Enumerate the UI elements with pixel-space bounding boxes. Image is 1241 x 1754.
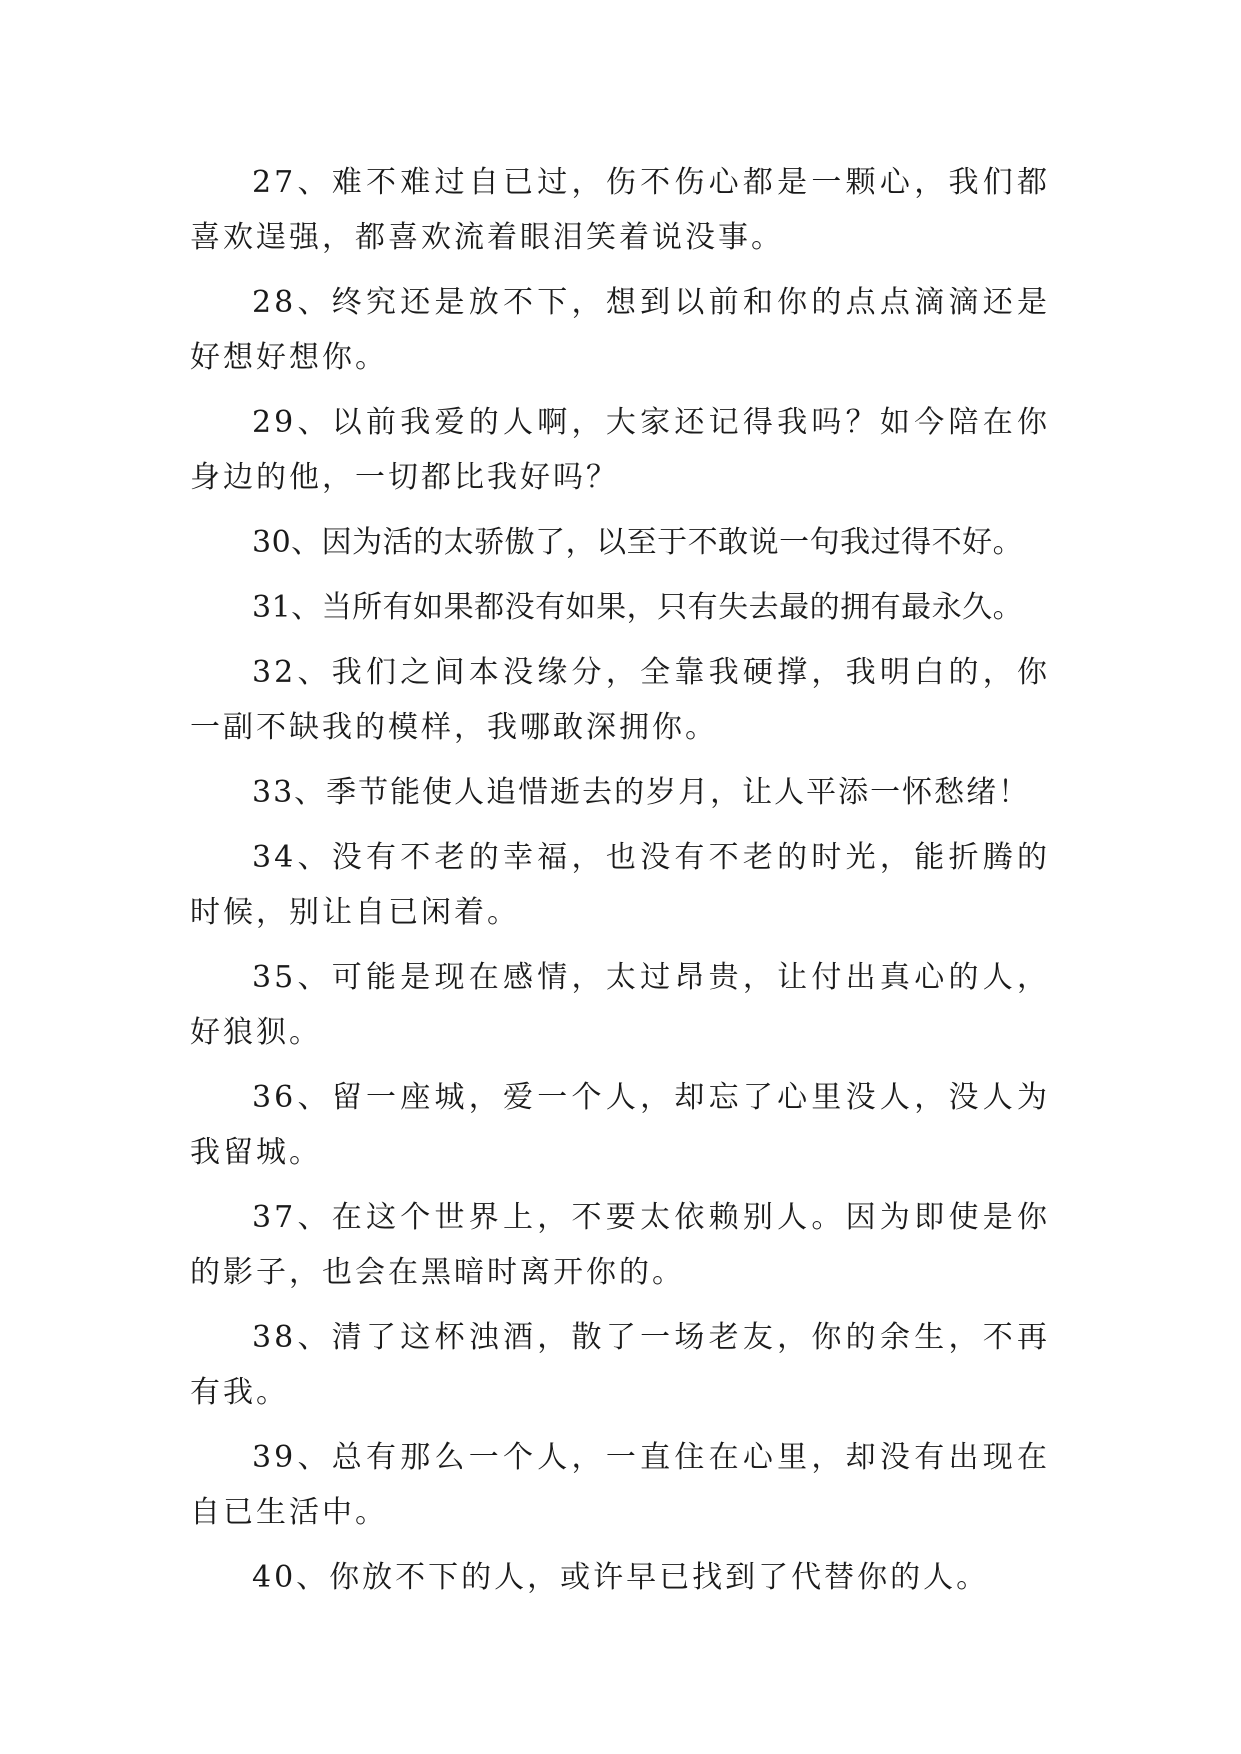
paragraph-32: 32、我们之间本没缘分，全靠我硬撑，我明白的，你一副不缺我的模样，我哪敢深拥你。 bbox=[190, 655, 1050, 745]
paragraph-35: 35、可能是现在感情，太过昂贵，让付出真心的人，好狼狈。 bbox=[190, 960, 1050, 1050]
paragraph-33: 33、季节能使人追惜逝去的岁月，让人平添一怀愁绪！ bbox=[252, 775, 1031, 810]
paragraph-39: 39、总有那么一个人，一直住在心里，却没有出现在自已生活中。 bbox=[190, 1440, 1050, 1530]
document-body bbox=[190, 155, 1050, 1615]
paragraph-38: 38、清了这杯浊酒，散了一场老友，你的余生，不再有我。 bbox=[190, 1320, 1050, 1410]
paragraph-40: 40、你放不下的人，或许早已找到了代替你的人。 bbox=[252, 1560, 990, 1595]
paragraph-30: 30、因为活的太骄傲了，以至于不敢说一句我过得不好。 bbox=[252, 525, 1024, 560]
paragraph-36: 36、留一座城，爱一个人，却忘了心里没人，没人为我留城。 bbox=[190, 1080, 1050, 1170]
paragraph-34: 34、没有不老的幸福，也没有不老的时光，能折腾的时候，别让自已闲着。 bbox=[190, 840, 1050, 930]
paragraph-28: 28、终究还是放不下，想到以前和你的点点滴滴还是好想好想你。 bbox=[190, 285, 1050, 375]
paragraph-29: 29、以前我爱的人啊，大家还记得我吗？如今陪在你身边的他，一切都比我好吗？ bbox=[190, 405, 1050, 495]
paragraph-31: 31、当所有如果都没有如果，只有失去最的拥有最永久。 bbox=[252, 590, 1024, 625]
paragraph-37: 37、在这个世界上，不要太依赖别人。因为即使是你的影子，也会在黑暗时离开你的。 bbox=[190, 1200, 1050, 1290]
paragraph-27: 27、难不难过自已过，伤不伤心都是一颗心，我们都喜欢逞强，都喜欢流着眼泪笑着说没事。 bbox=[190, 165, 1050, 255]
